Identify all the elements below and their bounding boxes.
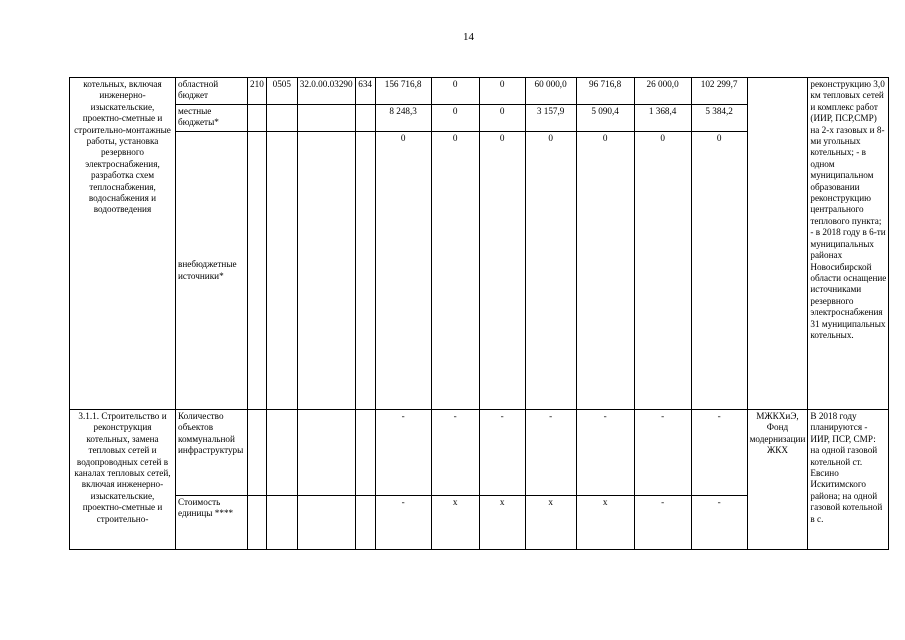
program-table: [69, 77, 889, 550]
value-2019: 0: [634, 132, 691, 410]
value-2016: 0: [479, 78, 525, 105]
csr-code: [297, 410, 355, 496]
rzpr-code: [266, 132, 297, 410]
value-2018: 0: [576, 132, 634, 410]
value-2018: 96 716,8: [576, 78, 634, 105]
table-row: [70, 78, 889, 105]
grbs-code: [248, 132, 267, 410]
rzpr-code: [266, 105, 297, 132]
grbs-code: [248, 496, 267, 550]
value-2017: 60 000,0: [525, 78, 576, 105]
value-2016: 0: [479, 105, 525, 132]
executor-cell: [747, 78, 808, 410]
rzpr-code: [266, 410, 297, 496]
expected-result: В 2018 году планируются - ИИР, ПСР, СМР: на одной газовой котельной ст. Евсино Искитимского района; на одной газовой котельной в с.: [808, 410, 889, 550]
value-2016: 0: [479, 132, 525, 410]
value-total: -: [375, 496, 431, 550]
funding-source: Стоимость единицы ****: [176, 496, 248, 550]
value-total: 156 716,8: [375, 78, 431, 105]
csr-code: [297, 496, 355, 550]
executor: МЖКХиЭ, Фонд модернизации ЖКХ: [747, 410, 808, 550]
value-2019: -: [634, 496, 691, 550]
csr-code: [297, 105, 355, 132]
value-2015: 0: [431, 132, 479, 410]
vr-code: [355, 132, 375, 410]
value-2019: -: [634, 410, 691, 496]
value-total: 0: [375, 132, 431, 410]
value-2018: x: [576, 496, 634, 550]
value-2017: -: [525, 410, 576, 496]
rzpr-code: 0505: [266, 78, 297, 105]
funding-source: Количество объектов коммунальной инфраструктуры: [176, 410, 248, 496]
value-total: 8 248,3: [375, 105, 431, 132]
value-2018: 5 090,4: [576, 105, 634, 132]
vr-code: [355, 410, 375, 496]
value-total: -: [375, 410, 431, 496]
value-2018: -: [576, 410, 634, 496]
value-2017: x: [525, 496, 576, 550]
rzpr-code: [266, 496, 297, 550]
expected-result: реконструкцию 3,0 км тепловых сетей и комплекс работ (ИИР, ПСР,СМР) на 2-х газовых и 8-ми угольных котельных; - в одном муниципальном образовании реконструкцию центрального теплового пункта; - в 2018 году в 6-ти муниципальных районах Новосибирской области оснащение источниками резервного электроснабжения 31 муниципальных котельных.: [808, 78, 889, 410]
table-row: [70, 410, 889, 496]
measure-description: 3.1.1. Строительство и реконструкция котельных, замена тепловых сетей и водопроводных сетей в каналах тепловых сетей, включая инженерно-изыскательские, проектно-сметные и строительно-: [70, 410, 176, 550]
grbs-code: [248, 105, 267, 132]
value-2016: -: [479, 410, 525, 496]
csr-code: 32.0.00.03290: [297, 78, 355, 105]
value-2020: 0: [691, 132, 747, 410]
value-2015: 0: [431, 78, 479, 105]
vr-code: [355, 105, 375, 132]
value-2020: -: [691, 496, 747, 550]
grbs-code: 210: [248, 78, 267, 105]
value-2017: 3 157,9: [525, 105, 576, 132]
value-2017: 0: [525, 132, 576, 410]
vr-code: 634: [355, 78, 375, 105]
vr-code: [355, 496, 375, 550]
value-2015: x: [431, 496, 479, 550]
value-2015: 0: [431, 105, 479, 132]
funding-source: областной бюджет: [176, 78, 248, 105]
measure-description: котельных, включая инженерно-изыскательские, проектно-сметные и строительно-монтажные работы, установка резервного электроснабжения, разработка схем теплоснабжения, водоснабжения и водоотведения: [70, 78, 176, 410]
value-2015: -: [431, 410, 479, 496]
value-2020: -: [691, 410, 747, 496]
value-2020: 102 299,7: [691, 78, 747, 105]
value-2019: 1 368,4: [634, 105, 691, 132]
page-number: 14: [463, 31, 474, 43]
grbs-code: [248, 410, 267, 496]
funding-source: внебюджетные источники*: [176, 132, 248, 410]
csr-code: [297, 132, 355, 410]
funding-source: местные бюджеты*: [176, 105, 248, 132]
value-2020: 5 384,2: [691, 105, 747, 132]
value-2019: 26 000,0: [634, 78, 691, 105]
value-2016: x: [479, 496, 525, 550]
